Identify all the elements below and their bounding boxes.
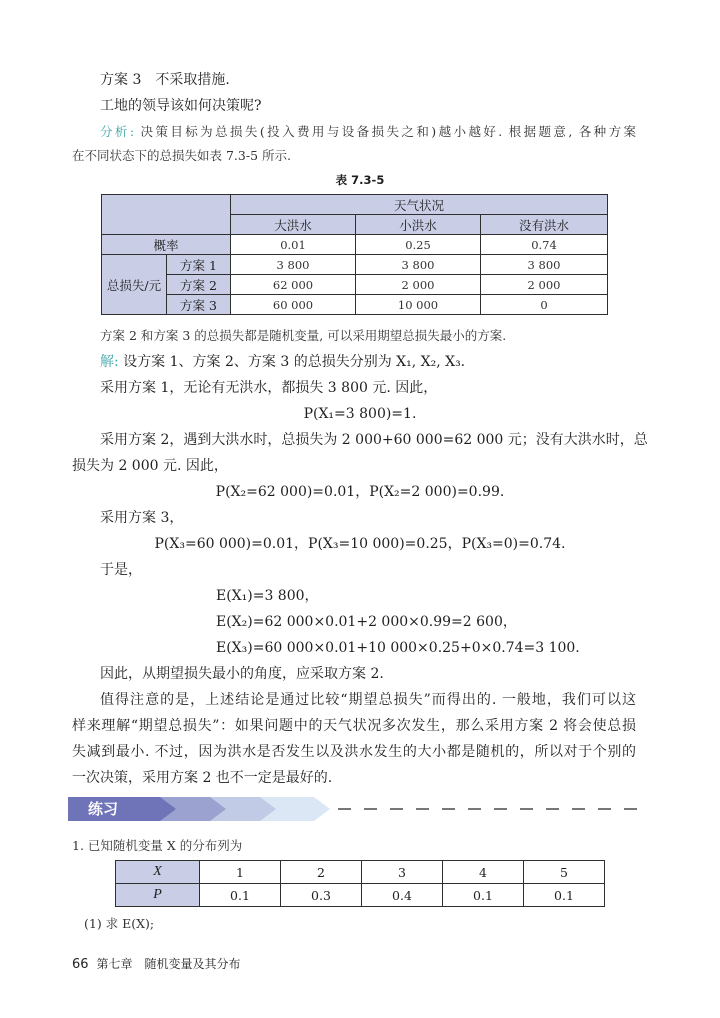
- prob-cell: 0.74: [481, 235, 608, 255]
- expectation-3: E(X₃)=60 000×0.01+10 000×0.25+0×0.74=3 100.: [216, 640, 580, 656]
- x-value: 3: [362, 861, 443, 884]
- page-footer: [72, 955, 241, 972]
- page-number: 66: [72, 957, 89, 972]
- plan3-line: 方案 3 不采取措施.: [100, 72, 230, 88]
- expectation-1: E(X₁)=3 800，: [216, 588, 319, 604]
- loss-table: [101, 194, 608, 315]
- loss-cell: 2 000: [481, 275, 608, 295]
- table-caption: 表 7.3-5: [335, 173, 385, 187]
- loss-label: 总损失/元: [102, 255, 167, 315]
- expectation-2: E(X₂)=62 000×0.01+2 000×0.99=2 600，: [216, 614, 517, 630]
- weather-header: 天气状况: [231, 195, 608, 215]
- equation-2: P(X₂=62 000)=0.01，P(X₂=2 000)=0.99.: [215, 484, 505, 500]
- loss-cell: 60 000: [231, 295, 356, 315]
- analysis-line-2: 在不同状态下的总损失如表 7.3-5 所示.: [72, 148, 291, 163]
- analysis-text: 决策目标为总损失(投入费用与设备损失之和)越小越好. 根据题意, 各种方案: [140, 124, 636, 139]
- loss-cell: 3 800: [481, 255, 608, 275]
- conclusion-line: 因此，从期望损失最小的角度，应采取方案 2.: [100, 666, 384, 682]
- solution-line-1: [100, 352, 465, 372]
- x-value: 1: [200, 861, 281, 884]
- banner-segment: [68, 797, 180, 821]
- analysis-label: 分析:: [100, 124, 135, 139]
- so-line: 于是，: [100, 562, 142, 578]
- note-line-4: 一次决策，采用方案 2 也不一定是最好的.: [72, 770, 333, 786]
- analysis-line-1: [100, 122, 636, 142]
- col-header-big-flood: 大洪水: [231, 215, 356, 235]
- distribution-table: [115, 860, 605, 907]
- plan2-line-2: 损失为 2 000 元. 因此，: [72, 458, 228, 474]
- prob-cell: 0.25: [356, 235, 481, 255]
- prob-label: 概率: [102, 235, 231, 255]
- p-value: 0.3: [281, 884, 362, 907]
- exercise-q1: 1. 已知随机变量 X 的分布列为: [72, 838, 243, 853]
- plan3-calc-line: 采用方案 3，: [100, 510, 184, 526]
- loss-cell: 62 000: [231, 275, 356, 295]
- plan-label: 方案 1: [167, 255, 231, 275]
- exercise-part1: (1) 求 E(X);: [84, 916, 155, 931]
- prob-cell: 0.01: [231, 235, 356, 255]
- loss-cell: 3 800: [356, 255, 481, 275]
- plan-label: 方案 2: [167, 275, 231, 295]
- equation-3: P(X₃=60 000)=0.01，P(X₃=10 000)=0.25，P(X₃=0)=0.74.: [154, 536, 566, 552]
- exercise-banner-label: 练习: [88, 800, 119, 818]
- table-corner: [102, 195, 231, 235]
- after-table-line: 方案 2 和方案 3 的总损失都是随机变量, 可以采用期望总损失最小的方案.: [100, 328, 507, 343]
- p-label: P: [116, 884, 200, 907]
- p-value: 0.4: [362, 884, 443, 907]
- loss-cell: 0: [481, 295, 608, 315]
- note-line-2: 样来理解“期望总损失”：如果问题中的天气状况多次发生，那么采用方案 2 将会使总损: [72, 718, 636, 734]
- note-line-3: 失减到最小. 不过，因为洪水是否发生以及洪水发生的大小都是随机的，所以对于个别的: [72, 744, 636, 760]
- exercise-banner: [68, 797, 330, 821]
- solution-text: 设方案 1、方案 2、方案 3 的总损失分别为 X₁, X₂, X₃.: [123, 354, 466, 370]
- x-value: 5: [524, 861, 605, 884]
- question-line: 工地的领导该如何决策呢?: [100, 98, 262, 114]
- p-value: 0.1: [443, 884, 524, 907]
- plan2-line-1: 采用方案 2，遇到大洪水时，总损失为 2 000+60 000=62 000 元；没有大洪水时，总: [100, 432, 648, 448]
- equation-1: P(X₁=3 800)=1.: [303, 406, 417, 422]
- chapter-title: 第七章 随机变量及其分布: [96, 957, 241, 971]
- x-label: X: [116, 861, 200, 884]
- banner-dashed-rule: [338, 808, 638, 810]
- x-value: 4: [443, 861, 524, 884]
- loss-cell: 3 800: [231, 255, 356, 275]
- col-header-no-flood: 没有洪水: [481, 215, 608, 235]
- solution-label: 解:: [100, 354, 119, 370]
- note-line-1: 值得注意的是，上述结论是通过比较“期望总损失”而得出的. 一般地，我们可以这: [100, 692, 636, 708]
- x-value: 2: [281, 861, 362, 884]
- plan1-line: 采用方案 1，无论有无洪水，都损失 3 800 元. 因此，: [100, 380, 438, 396]
- p-value: 0.1: [200, 884, 281, 907]
- plan-label: 方案 3: [167, 295, 231, 315]
- loss-cell: 2 000: [356, 275, 481, 295]
- loss-cell: 10 000: [356, 295, 481, 315]
- col-header-small-flood: 小洪水: [356, 215, 481, 235]
- p-value: 0.1: [524, 884, 605, 907]
